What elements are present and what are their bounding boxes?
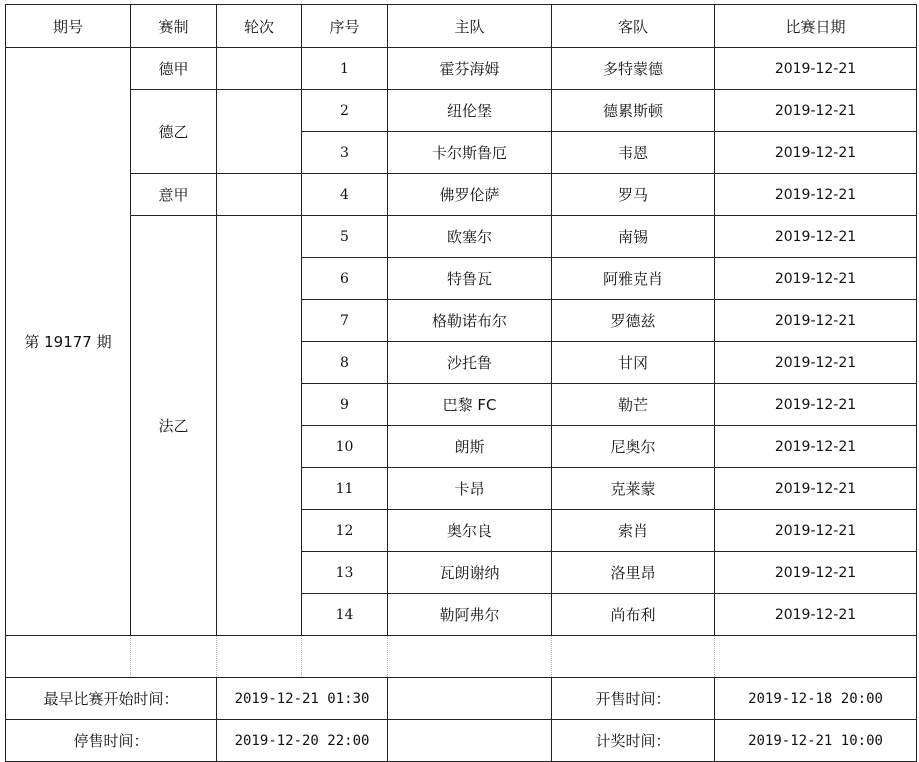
match-date: 2019-12-21	[715, 594, 917, 636]
away-team: 阿雅克肖	[552, 258, 715, 300]
prize-calc-label: 计奖时间：	[552, 720, 715, 762]
spacer-cell	[217, 636, 302, 678]
prize-calc-value: 2019-12-21 10:00	[715, 720, 917, 762]
away-team: 尼奥尔	[552, 426, 715, 468]
table-row	[6, 48, 917, 90]
table-row	[6, 216, 917, 258]
match-date: 2019-12-21	[715, 258, 917, 300]
spacer-cell	[715, 636, 917, 678]
match-date: 2019-12-21	[715, 300, 917, 342]
sale-open-label: 开售时间：	[552, 678, 715, 720]
seq-cell: 3	[302, 132, 388, 174]
away-team: 洛里昂	[552, 552, 715, 594]
sale-stop-value: 2019-12-20 22:00	[217, 720, 388, 762]
home-team: 瓦朗谢纳	[388, 552, 552, 594]
match-date: 2019-12-21	[715, 552, 917, 594]
earliest-start-value: 2019-12-21 01:30	[217, 678, 388, 720]
home-team: 朗斯	[388, 426, 552, 468]
seq-cell: 4	[302, 174, 388, 216]
round-cell	[217, 90, 302, 174]
seq-cell: 9	[302, 384, 388, 426]
match-date: 2019-12-21	[715, 174, 917, 216]
header-date: 比赛日期	[715, 5, 917, 48]
match-date: 2019-12-21	[715, 132, 917, 174]
round-cell	[217, 48, 302, 90]
home-team: 格勒诺布尔	[388, 300, 552, 342]
spacer-cell	[388, 636, 552, 678]
away-team: 韦恩	[552, 132, 715, 174]
seq-cell: 2	[302, 90, 388, 132]
seq-cell: 14	[302, 594, 388, 636]
header-seq: 序号	[302, 5, 388, 48]
empty-cell	[388, 678, 552, 720]
away-team: 勒芒	[552, 384, 715, 426]
home-team: 卡尔斯鲁厄	[388, 132, 552, 174]
away-team: 南锡	[552, 216, 715, 258]
league-cell: 意甲	[131, 174, 217, 216]
header-row	[6, 5, 917, 48]
away-team: 罗德兹	[552, 300, 715, 342]
empty-cell	[388, 720, 552, 762]
seq-cell: 10	[302, 426, 388, 468]
sale-open-value: 2019-12-18 20:00	[715, 678, 917, 720]
seq-cell: 13	[302, 552, 388, 594]
home-team: 佛罗伦萨	[388, 174, 552, 216]
spacer-cell	[131, 636, 217, 678]
home-team: 纽伦堡	[388, 90, 552, 132]
seq-cell: 6	[302, 258, 388, 300]
away-team: 索肖	[552, 510, 715, 552]
away-team: 甘冈	[552, 342, 715, 384]
home-team: 沙托鲁	[388, 342, 552, 384]
match-date: 2019-12-21	[715, 468, 917, 510]
seq-cell: 1	[302, 48, 388, 90]
header-away: 客队	[552, 5, 715, 48]
header-issue: 期号	[6, 5, 131, 48]
footer-row-earliest	[6, 678, 917, 720]
match-date: 2019-12-21	[715, 426, 917, 468]
match-date: 2019-12-21	[715, 510, 917, 552]
match-date: 2019-12-21	[715, 48, 917, 90]
issue-number: 第 19177 期	[6, 48, 131, 636]
spacer-cell	[302, 636, 388, 678]
header-home: 主队	[388, 5, 552, 48]
spacer-cell	[6, 636, 131, 678]
home-team: 奥尔良	[388, 510, 552, 552]
home-team: 欧塞尔	[388, 216, 552, 258]
footer-row-stop	[6, 720, 917, 762]
home-team: 卡昂	[388, 468, 552, 510]
spacer-row	[6, 636, 917, 678]
league-cell: 德乙	[131, 90, 217, 174]
away-team: 罗马	[552, 174, 715, 216]
seq-cell: 7	[302, 300, 388, 342]
match-date: 2019-12-21	[715, 342, 917, 384]
away-team: 尚布利	[552, 594, 715, 636]
match-date: 2019-12-21	[715, 384, 917, 426]
round-cell	[217, 216, 302, 636]
seq-cell: 5	[302, 216, 388, 258]
match-schedule-table	[5, 4, 917, 762]
earliest-start-label: 最早比赛开始时间：	[6, 678, 217, 720]
away-team: 德累斯顿	[552, 90, 715, 132]
league-cell: 德甲	[131, 48, 217, 90]
header-league: 赛制	[131, 5, 217, 48]
round-cell	[217, 174, 302, 216]
home-team: 特鲁瓦	[388, 258, 552, 300]
seq-cell: 11	[302, 468, 388, 510]
sale-stop-label: 停售时间：	[6, 720, 217, 762]
home-team: 巴黎 FC	[388, 384, 552, 426]
league-cell: 法乙	[131, 216, 217, 636]
table-row	[6, 174, 917, 216]
match-date: 2019-12-21	[715, 216, 917, 258]
table-row	[6, 90, 917, 132]
home-team: 霍芬海姆	[388, 48, 552, 90]
away-team: 多特蒙德	[552, 48, 715, 90]
home-team: 勒阿弗尔	[388, 594, 552, 636]
match-date: 2019-12-21	[715, 90, 917, 132]
header-round: 轮次	[217, 5, 302, 48]
away-team: 克莱蒙	[552, 468, 715, 510]
seq-cell: 12	[302, 510, 388, 552]
seq-cell: 8	[302, 342, 388, 384]
spacer-cell	[552, 636, 715, 678]
